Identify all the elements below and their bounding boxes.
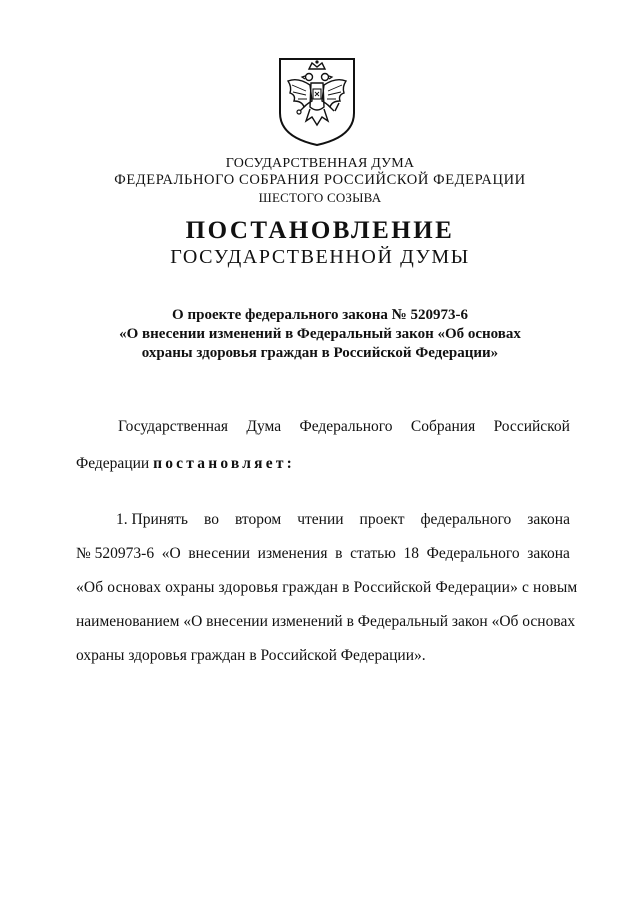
- word: Федерального: [426, 545, 520, 562]
- word: № 520973-6: [76, 545, 155, 562]
- word: федерального: [420, 511, 512, 528]
- preamble-prefix: Федерации: [76, 455, 150, 472]
- word: во: [204, 511, 219, 528]
- item1-line-3: «Об основах охраны здоровья граждан в Российской Федерации» с новым: [76, 579, 578, 596]
- preamble-line-2: [76, 455, 570, 473]
- word: закона: [527, 511, 570, 528]
- header-line-federal-assembly: ФЕДЕРАЛЬНОГО СОБРАНИЯ РОССИЙСКОЙ ФЕДЕРАЦИИ: [114, 172, 526, 188]
- subject-line-1: О проекте федерального закона № 520973-6: [172, 307, 468, 323]
- coat-of-arms-icon: [276, 55, 358, 147]
- word: Дума: [246, 418, 282, 435]
- word: Государственная: [118, 418, 229, 435]
- word: Собрания: [410, 418, 476, 435]
- document-subtitle: ГОСУДАРСТВЕННОЙ ДУМЫ: [170, 246, 470, 268]
- preamble-resolves: постановляет:: [153, 455, 295, 472]
- word: закона: [527, 545, 570, 562]
- item1-line-2: [76, 545, 570, 563]
- preamble-line-1: [118, 418, 570, 436]
- document-title: ПОСТАНОВЛЕНИЕ: [185, 217, 455, 244]
- item1-line-4: наименованием «О внесении изменений в Федеральный закон «Об основах: [76, 613, 576, 630]
- word: статью: [350, 545, 396, 562]
- word: изменения: [257, 545, 328, 562]
- word: проект: [359, 511, 405, 528]
- word: чтении: [297, 511, 344, 528]
- word: внесении: [188, 545, 251, 562]
- item1-line-5: охраны здоровья граждан в Российской Федерации».: [76, 647, 426, 664]
- word: Федерального: [299, 418, 393, 435]
- item1-line-1: [116, 511, 570, 529]
- word: 18: [403, 545, 419, 562]
- word: в: [335, 545, 343, 562]
- header-line-convocation: ШЕСТОГО СОЗЫВА: [258, 190, 382, 205]
- subject-line-3: охраны здоровья граждан в Российской Федерации»: [141, 345, 499, 361]
- word: втором: [234, 511, 282, 528]
- word: Российской: [493, 418, 570, 435]
- subject-line-2: «О внесении изменений в Федеральный закон «Об основах: [119, 326, 521, 342]
- word: «О: [161, 545, 181, 562]
- word: 1. Принять: [116, 511, 189, 528]
- header-line-duma: ГОСУДАРСТВЕННАЯ ДУМА: [225, 156, 415, 171]
